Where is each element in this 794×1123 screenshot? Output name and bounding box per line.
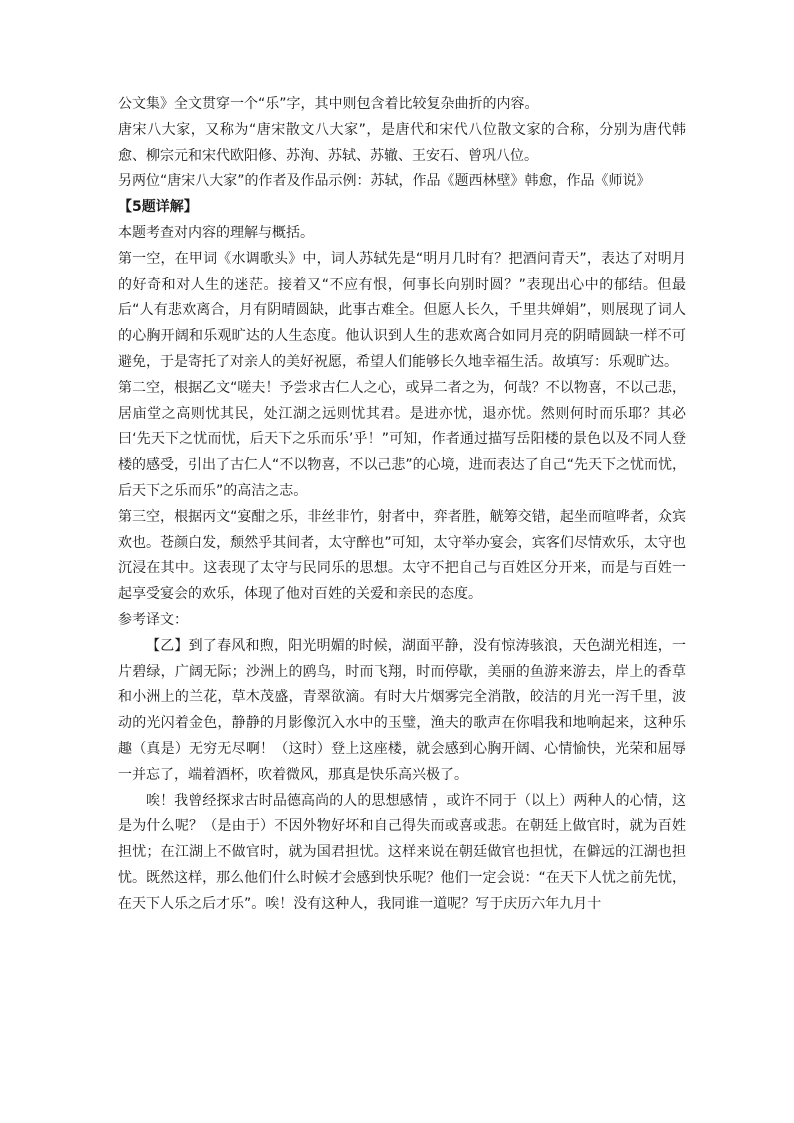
paragraph-intro-tail: 公文集》全文贯穿一个“乐”字，其中则包含着比较复杂曲折的内容。 [118, 96, 539, 112]
paragraph-second-blank: 第二空，根据乙文“嗟夫！予尝求古仁人之心，或异二者之为，何哉？不以物喜，不以己悲，居庙堂之高则忧其民，处江湖之远则忧其君。是进亦忧，退亦忧。然则何时而乐耶？其必曰‘先天下之忧而忧，后天下之乐而乐’乎！”可知，作者通过描写岳阳楼的景色以及不同人登楼的感受，引出了古仁人“不以物喜，不以己悲”的心境，进而表达了自己“先天下之忧而忧，后天下之乐而乐”的高洁之志。 [118, 379, 686, 499]
paragraph-first-blank: 第一空，在甲词《水调歌头》中，词人苏轼先是“明月几时有？把酒问青天”，表达了对明月的好奇和对人生的迷茫。接着又“不应有恨，何事长向别时圆？”表现出心中的郁结。但最后“人有悲欢离合，月有阴晴圆缺，此事古难全。但愿人长久，千里共婵娟”，则展现了词人的心胸开阔和乐观旷达的人生态度。他认识到人生的悲欢离合如同月亮的阴晴圆缺一样不可避免，于是寄托了对亲人的美好祝愿，希望人们能够长久地幸福生活。故填写：乐观旷达。 [118, 250, 686, 370]
translation-label: 参考译文： [118, 611, 188, 628]
section-heading-q5: 【5题详解】 [118, 199, 198, 216]
paragraph-q5-intro: 本题考查对内容的理解与概括。 [118, 224, 314, 241]
translation-paragraph-sigh: 唉！我曾经探求古时品德高尚的人的思想感情 ，或许不同于（以上）两种人的心情，这是为什么呢？（是由于）不因外物好坏和自己得失而或喜或悲。在朝廷上做官时，就为百姓担忧；在江湖上不做官时，就为国君担忧。这样来说在朝廷做官也担忧，在僻远的江湖也担忧。既然这样，那么他们什么时候才会感到快乐呢？他们一定会说：“在天下人忧之前先忧，在天下人乐之后才乐”。唉！没有这种人，我同谁一道呢？写于庆历六年九月十 [118, 792, 686, 912]
document-page [118, 92, 686, 918]
paragraph-third-blank: 第三空，根据丙文“宴酣之乐，非丝非竹，射者中，弈者胜，觥筹交错，起坐而喧哗者，众宾欢也。苍颜白发，颓然乎其间者，太守醉也”可知，太守举办宴会，宾客们尽情欢乐，太守也沉浸在其中。这表现了太守与民同乐的思想。太守不把自己与百姓区分开来，而是与百姓一起享受宴会的欢乐，体现了他对百姓的关爱和亲民的态度。 [118, 508, 686, 603]
paragraph-eight-masters: 唐宋八大家，又称为“唐宋散文八大家”，是唐代和宋代八位散文家的合称，分别为唐代韩愈、柳宗元和宋代欧阳修、苏洵、苏轼、苏辙、王安石、曾巩八位。 [118, 121, 686, 164]
translation-paragraph-yi: 【乙】到了春风和煦，阳光明媚的时候，湖面平静，没有惊涛骇浪，天色湖光相连，一片碧绿，广阔无际；沙洲上的鸥鸟，时而飞翔，时而停歇，美丽的鱼游来游去，岸上的香草和小洲上的兰花，草木茂盛，青翠欲滴。有时大片烟雾完全消散，皎洁的月光一泻千里，波动的光闪着金色，静静的月影像沉入水中的玉璧，渔夫的歌声在你唱我和地响起来，这种乐趣（真是）无穷无尽啊！（这时）登上这座楼，就会感到心胸开阔、心情愉快，光荣和屈辱一并忘了，端着酒杯，吹着微风，那真是快乐高兴极了。 [118, 637, 686, 783]
paragraph-examples: 另两位“唐宋八大家”的作者及作品示例：苏轼，作品《题西林壁》韩愈，作品《师说》 [118, 173, 651, 190]
